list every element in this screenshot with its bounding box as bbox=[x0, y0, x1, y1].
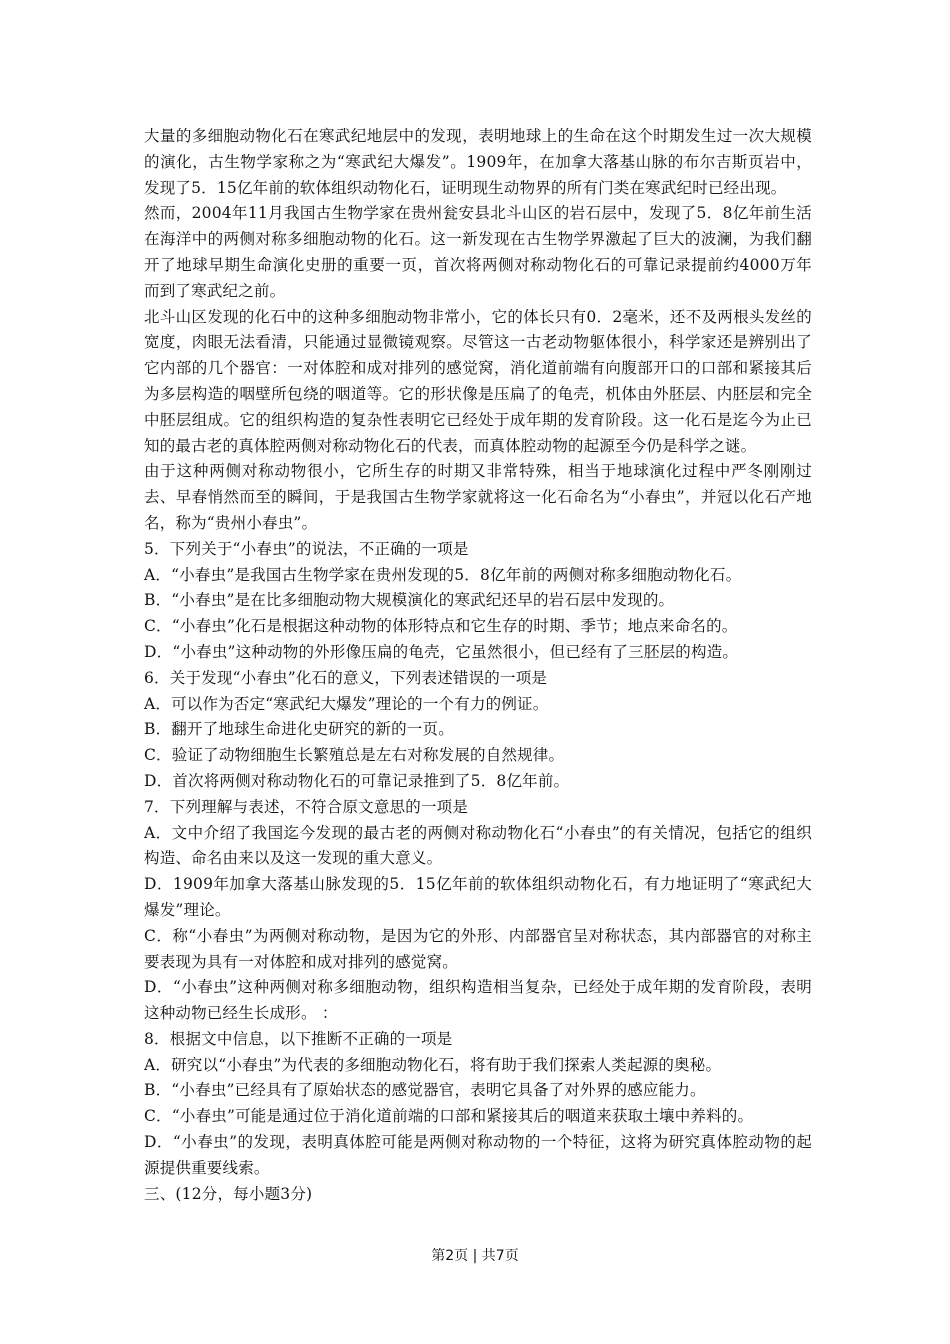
question-6-option-d: D．首次将两侧对称动物化石的可靠记录推到了5．8亿年前。 bbox=[144, 771, 570, 790]
question-8-option-d: D．“小春虫”的发现，表明真体腔可能是两侧对称动物的一个特征，这将为研究真体腔动物的起源提供重要线索。 bbox=[144, 1133, 812, 1177]
question-8-option-b: B．“小春虫”已经具有了原始状态的感觉器官，表明它具备了对外界的感应能力。 bbox=[144, 1081, 706, 1100]
question-5-option-b: B．“小春虫”是在比多细胞动物大规模演化的寒武纪还早的岩石层中发现的。 bbox=[144, 591, 675, 610]
question-7-stem: 7．下列理解与表述，不符合原文意思的一项是 bbox=[144, 797, 469, 816]
question-5-stem: 5．下列关于“小春虫”的说法，不正确的一项是 bbox=[144, 539, 469, 558]
question-5-option-d: D．“小春虫”这种动物的外形像压扁的龟壳，它虽然很小，但已经有了三胚层的构造。 bbox=[144, 642, 739, 661]
page-content bbox=[144, 124, 812, 1207]
question-6-option-c: C．验证了动物细胞生长繁殖总是左右对称发展的自然规律。 bbox=[144, 746, 565, 765]
question-6-option-a: A．可以作为否定“寒武纪大爆发”理论的一个有力的例证。 bbox=[144, 694, 549, 713]
passage-paragraph-2: 然而，2004年11月我国古生物学家在贵州瓮安县北斗山区的岩石层中，发现了5．8亿年前生活在海洋中的两侧对称多细胞动物的化石。这一新发现在古生物学界激起了巨大的波澜，为我们翻开了地球早期生命演化史册的重要一页，首次将两侧对称动物化石的可靠记录提前约4000万年而到了寒武纪之前。 bbox=[144, 204, 812, 300]
question-7-option-3: C．称“小春虫”为两侧对称动物，是因为它的外形、内部器官呈对称状态，其内部器官的对称主要表现为具有一对体腔和成对排列的感觉窝。 bbox=[144, 926, 812, 971]
question-5-option-a: A．“小春虫”是我国古生物学家在贵州发现的5．8亿年前的两侧对称多细胞动物化石。 bbox=[144, 565, 742, 584]
question-8-stem: 8．根据文中信息，以下推断不正确的一项是 bbox=[144, 1029, 453, 1048]
question-5-option-c: C．“小春虫”化石是根据这种动物的体形特点和它生存的时期、季节；地点来命名的。 bbox=[144, 617, 738, 636]
question-7-option-4: D．“小春虫”这种两侧对称多细胞动物，组织构造相当复杂，已经处于成年期的发育阶段，表明这种动物已经生长成形。 ： bbox=[144, 978, 812, 1023]
passage-paragraph-3: 北斗山区发现的化石中的这种多细胞动物非常小，它的体长只有0．2毫米，还不及两根头发丝的宽度，肉眼无法看清，只能通过显微镜观察。尽管这一古老动物躯体很小，科学家还是辨别出了它内部的几个器官：一对体腔和成对排列的感觉窝，消化道前端有向腹部开口的口部和紧接其后为多层构造的咽壁所包绕的咽道等。它的形状像是压扁了的龟壳，机体由外胚层、内胚层和完全中胚层组成。它的组织构造的复杂性表明它已经处于成年期的发育阶段。这一化石是迄今为止已知的最古老的真体腔两侧对称动物化石的代表，而真体腔动物的起源至今仍是科学之谜。 bbox=[144, 307, 812, 455]
question-8-option-c: C．“小春虫”可能是通过位于消化道前端的口部和紧接其后的咽道来获取土壤中养料的。 bbox=[144, 1107, 754, 1126]
question-7-option-1: A．文中介绍了我国迄今发现的最古老的两侧对称动物化石“小春虫”的有关情况，包括它的组织构造、命名由来以及这一发现的重大意义。 bbox=[144, 823, 812, 868]
question-7-option-2: D．1909年加拿大落基山脉发现的5．15亿年前的软体组织动物化石，有力地证明了“寒武纪大爆发”理论。 bbox=[144, 875, 812, 919]
question-8-option-a: A．研究以“小春虫”为代表的多细胞动物化石，将有助于我们探索人类起源的奥秘。 bbox=[144, 1055, 722, 1074]
question-6-option-b: B．翻开了地球生命进化史研究的新的一页。 bbox=[144, 720, 454, 739]
page-footer: 第2页 | 共7页 bbox=[431, 1248, 519, 1264]
section-heading: 三、(12分，每小题3分) bbox=[144, 1184, 313, 1203]
passage-paragraph-4: 由于这种两侧对称动物很小，它所生存的时期又非常特殊，相当于地球演化过程中严冬刚刚过去、早春悄然而至的瞬间，于是我国古生物学家就将这一化石命名为“小春虫”，并冠以化石产地名，称为“贵州小春虫”。 bbox=[144, 462, 812, 532]
passage-paragraph-1: 大量的多细胞动物化石在寒武纪地层中的发现，表明地球上的生命在这个时期发生过一次大规模的演化，古生物学家称之为“寒武纪大爆发”。1909年，在加拿大落基山脉的布尔吉斯页岩中，发现了5．15亿年前的软体组织动物化石，证明现生动物界的所有门类在寒武纪时已经出现。 bbox=[144, 127, 812, 197]
question-6-stem: 6．关于发现“小春虫”化石的意义，下列表述错误的一项是 bbox=[144, 668, 548, 687]
